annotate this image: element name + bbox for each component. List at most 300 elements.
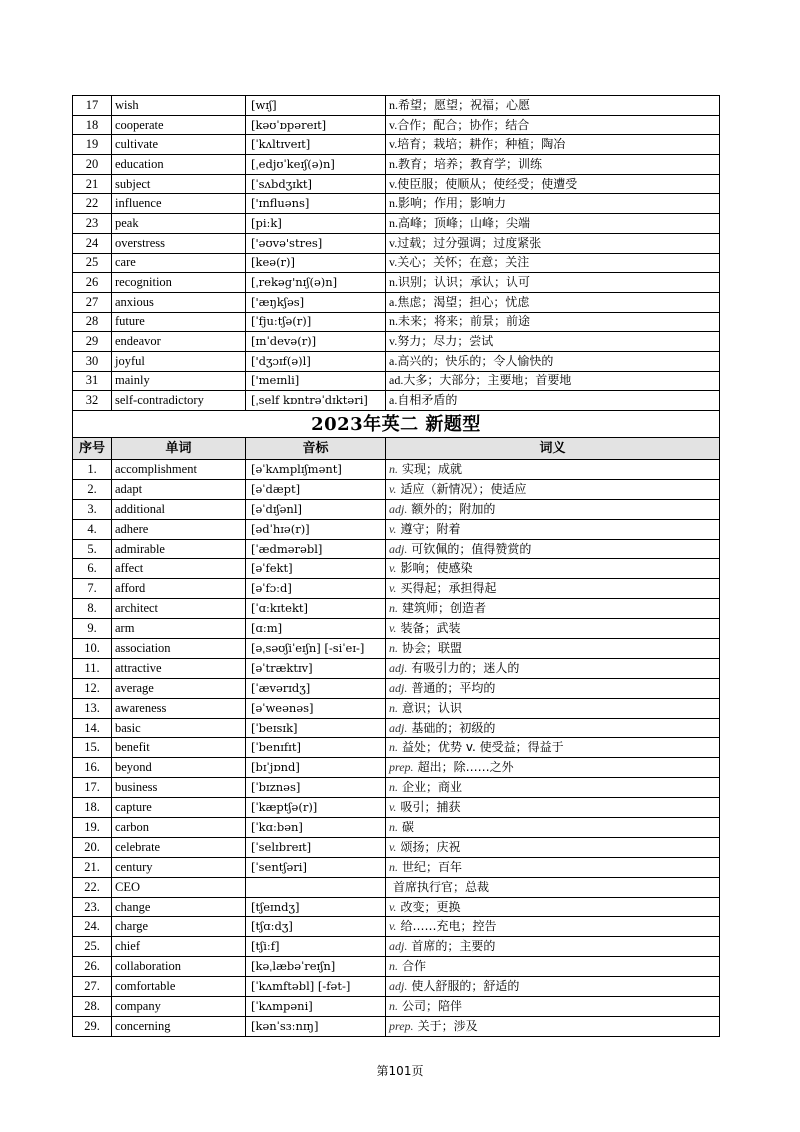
table-row bbox=[73, 857, 720, 877]
row-meaning bbox=[386, 698, 720, 718]
part-of-speech: v. bbox=[389, 839, 397, 854]
meaning-text: 益处；优势 v. 使受益；得益于 bbox=[402, 740, 564, 755]
table-row bbox=[73, 778, 720, 798]
row-phonetic: [ˈsentʃəri] bbox=[246, 857, 386, 877]
part-of-speech: v. bbox=[389, 899, 397, 914]
row-meaning bbox=[386, 233, 720, 253]
row-phonetic: [ˈkɑːbən] bbox=[246, 818, 386, 838]
row-meaning bbox=[386, 155, 720, 175]
row-phonetic: [əˈdæpt] bbox=[246, 479, 386, 499]
row-phonetic: ['əʊvə'stres] bbox=[246, 233, 386, 253]
row-meaning bbox=[386, 877, 720, 897]
row-phonetic: [ˈædmərəbl] bbox=[246, 539, 386, 559]
table-row bbox=[73, 391, 720, 411]
meaning-text: 关心；关怀；在意；关注 bbox=[397, 255, 530, 270]
row-word: subject bbox=[112, 174, 246, 194]
row-number: 19. bbox=[73, 818, 112, 838]
table-row bbox=[73, 115, 720, 135]
row-number: 24. bbox=[73, 917, 112, 937]
row-meaning bbox=[386, 718, 720, 738]
row-meaning bbox=[386, 194, 720, 214]
header-meaning: 词义 bbox=[386, 438, 720, 460]
row-word: arm bbox=[112, 619, 246, 639]
row-phonetic: [ˈbɪznəs] bbox=[246, 778, 386, 798]
meaning-text: 首席的；主要的 bbox=[411, 939, 496, 954]
section-2-heading bbox=[73, 411, 720, 460]
row-meaning bbox=[386, 539, 720, 559]
part-of-speech: v. bbox=[389, 800, 397, 815]
row-word: collaboration bbox=[112, 957, 246, 977]
row-word: benefit bbox=[112, 738, 246, 758]
row-phonetic: [əˈkʌmplɪʃmənt] bbox=[246, 460, 386, 480]
part-of-speech: v. bbox=[389, 521, 397, 536]
row-word: association bbox=[112, 639, 246, 659]
row-number: 20 bbox=[73, 155, 112, 175]
row-word: adhere bbox=[112, 519, 246, 539]
row-number: 10. bbox=[73, 639, 112, 659]
row-meaning bbox=[386, 738, 720, 758]
meaning-text: 装备；武装 bbox=[400, 621, 461, 636]
table-row bbox=[73, 718, 720, 738]
meaning-text: 教育；培养；教育学；训练 bbox=[398, 156, 543, 171]
row-word: century bbox=[112, 857, 246, 877]
row-number: 21. bbox=[73, 857, 112, 877]
meaning-text: 世纪；百年 bbox=[402, 859, 463, 874]
part-of-speech: a. bbox=[389, 294, 398, 309]
row-phonetic: [ˈkʌmpəni] bbox=[246, 997, 386, 1017]
row-phonetic: [ˈævərɪdʒ] bbox=[246, 678, 386, 698]
table-row bbox=[73, 194, 720, 214]
header-word: 单词 bbox=[112, 438, 246, 460]
meaning-text: 给……充电；控告 bbox=[400, 919, 497, 934]
table-row bbox=[73, 312, 720, 332]
meaning-text: 基础的；初级的 bbox=[411, 720, 496, 735]
header-number: 序号 bbox=[73, 438, 112, 460]
row-phonetic: [ɪnˈdevə(r)] bbox=[246, 332, 386, 352]
part-of-speech: n. bbox=[389, 156, 398, 171]
row-word: joyful bbox=[112, 351, 246, 371]
row-phonetic: ['dʒɔɪf(ə)l] bbox=[246, 351, 386, 371]
row-meaning bbox=[386, 957, 720, 977]
vocabulary-table bbox=[72, 95, 720, 1037]
row-phonetic: [piːk] bbox=[246, 214, 386, 234]
meaning-text: 建筑师；创造者 bbox=[402, 601, 487, 616]
part-of-speech: v. bbox=[389, 176, 398, 191]
part-of-speech: n. bbox=[389, 215, 398, 230]
row-number: 12. bbox=[73, 678, 112, 698]
part-of-speech: adj. bbox=[389, 720, 408, 735]
row-meaning bbox=[386, 997, 720, 1017]
row-meaning bbox=[386, 1016, 720, 1036]
row-number: 22. bbox=[73, 877, 112, 897]
table-row bbox=[73, 619, 720, 639]
row-phonetic: [ɑːm] bbox=[246, 619, 386, 639]
table-row bbox=[73, 639, 720, 659]
part-of-speech: adj. bbox=[389, 660, 408, 675]
part-of-speech: n. bbox=[389, 700, 398, 715]
row-word: future bbox=[112, 312, 246, 332]
table-row bbox=[73, 351, 720, 371]
row-word: education bbox=[112, 155, 246, 175]
row-phonetic: [kəˌlæbəˈreɪʃn] bbox=[246, 957, 386, 977]
part-of-speech: v. bbox=[389, 334, 398, 349]
meaning-text: 适应（新情况）；使适应 bbox=[400, 481, 527, 496]
meaning-text: 改变；更换 bbox=[400, 899, 461, 914]
row-meaning bbox=[386, 579, 720, 599]
row-number: 20. bbox=[73, 837, 112, 857]
meaning-text: 公司；陪伴 bbox=[402, 998, 463, 1013]
row-meaning bbox=[386, 897, 720, 917]
row-number: 21 bbox=[73, 174, 112, 194]
meaning-text: 识别；认识；承认；认可 bbox=[398, 275, 531, 290]
meaning-text: 意识；认识 bbox=[402, 700, 463, 715]
part-of-speech: prep. bbox=[389, 760, 414, 775]
meaning-text: 吸引；捕获 bbox=[400, 800, 461, 815]
meaning-text: 可钦佩的；值得赞赏的 bbox=[411, 541, 532, 556]
row-word: concerning bbox=[112, 1016, 246, 1036]
row-number: 25. bbox=[73, 937, 112, 957]
table-row bbox=[73, 977, 720, 997]
row-number: 17 bbox=[73, 96, 112, 116]
meaning-text: 影响；作用；影响力 bbox=[398, 196, 507, 211]
row-word: endeavor bbox=[112, 332, 246, 352]
table-row bbox=[73, 678, 720, 698]
row-meaning bbox=[386, 937, 720, 957]
part-of-speech: v. bbox=[389, 481, 397, 496]
row-meaning bbox=[386, 174, 720, 194]
row-word: average bbox=[112, 678, 246, 698]
row-word: admirable bbox=[112, 539, 246, 559]
row-word: adapt bbox=[112, 479, 246, 499]
row-phonetic: [ˈkʌmftəbl] [-fət-] bbox=[246, 977, 386, 997]
table-row bbox=[73, 371, 720, 391]
row-word: cultivate bbox=[112, 135, 246, 155]
part-of-speech: adj. bbox=[389, 501, 408, 516]
table-row bbox=[73, 698, 720, 718]
meaning-text: 合作；配合；协作；结合 bbox=[397, 117, 530, 132]
row-word: wish bbox=[112, 96, 246, 116]
row-phonetic: [əˌsəʊʃiˈeɪʃn] [-siˈeɪ-] bbox=[246, 639, 386, 659]
table-row bbox=[73, 155, 720, 175]
part-of-speech: n. bbox=[389, 859, 398, 874]
row-word: affect bbox=[112, 559, 246, 579]
row-phonetic: [ˌself kɒntrəˈdɪktəri] bbox=[246, 391, 386, 411]
row-phonetic: [tʃiːf] bbox=[246, 937, 386, 957]
meaning-text: 普通的；平均的 bbox=[411, 680, 496, 695]
column-header-row bbox=[73, 438, 720, 460]
row-word: business bbox=[112, 778, 246, 798]
row-phonetic: [ˈselɪbreɪt] bbox=[246, 837, 386, 857]
table-row bbox=[73, 738, 720, 758]
meaning-text: 努力；尽力；尝试 bbox=[397, 334, 494, 349]
row-number: 13. bbox=[73, 698, 112, 718]
meaning-text: 颂扬；庆祝 bbox=[400, 839, 461, 854]
meaning-text: 超出；除……之外 bbox=[417, 760, 514, 775]
meaning-text: 使臣服；使顺从；使经受；使遭受 bbox=[397, 176, 578, 191]
table-row bbox=[73, 837, 720, 857]
row-meaning bbox=[386, 312, 720, 332]
part-of-speech: ad. bbox=[389, 373, 404, 388]
part-of-speech: n. bbox=[389, 314, 398, 329]
meaning-text: 额外的；附加的 bbox=[411, 501, 496, 516]
row-meaning bbox=[386, 559, 720, 579]
part-of-speech: n. bbox=[389, 97, 398, 112]
part-of-speech: n. bbox=[389, 740, 398, 755]
row-number: 22 bbox=[73, 194, 112, 214]
row-word: anxious bbox=[112, 292, 246, 312]
meaning-text: 企业；商业 bbox=[402, 780, 463, 795]
meaning-text: 影响；使感染 bbox=[400, 561, 473, 576]
row-meaning bbox=[386, 519, 720, 539]
row-meaning bbox=[386, 837, 720, 857]
row-meaning bbox=[386, 599, 720, 619]
row-number: 29 bbox=[73, 332, 112, 352]
row-meaning bbox=[386, 351, 720, 371]
row-meaning bbox=[386, 778, 720, 798]
row-phonetic: [ˌrekəg'nɪʃ(ə)n] bbox=[246, 273, 386, 293]
table-row bbox=[73, 579, 720, 599]
row-phonetic: [əˈfɔːd] bbox=[246, 579, 386, 599]
row-meaning bbox=[386, 857, 720, 877]
row-number: 27. bbox=[73, 977, 112, 997]
row-meaning bbox=[386, 292, 720, 312]
table-row bbox=[73, 957, 720, 977]
part-of-speech: v. bbox=[389, 561, 397, 576]
row-phonetic: [əˈweənəs] bbox=[246, 698, 386, 718]
row-number: 14. bbox=[73, 718, 112, 738]
row-number: 1. bbox=[73, 460, 112, 480]
part-of-speech: n. bbox=[389, 780, 398, 795]
part-of-speech: v. bbox=[389, 117, 398, 132]
row-meaning bbox=[386, 253, 720, 273]
section-title-row bbox=[73, 411, 720, 438]
row-meaning bbox=[386, 818, 720, 838]
row-word: influence bbox=[112, 194, 246, 214]
meaning-text: 高兴的；快乐的；令人愉快的 bbox=[397, 353, 554, 368]
row-phonetic: [ədˈhɪə(r)] bbox=[246, 519, 386, 539]
table-row bbox=[73, 818, 720, 838]
row-phonetic: ['æŋkʃəs] bbox=[246, 292, 386, 312]
table-row bbox=[73, 917, 720, 937]
part-of-speech: n. bbox=[389, 640, 398, 655]
meaning-text: 高峰；顶峰；山峰；尖端 bbox=[398, 215, 531, 230]
table-row bbox=[73, 332, 720, 352]
row-number: 26. bbox=[73, 957, 112, 977]
row-number: 17. bbox=[73, 778, 112, 798]
row-phonetic: ['ɪnfluəns] bbox=[246, 194, 386, 214]
part-of-speech: v. bbox=[389, 137, 398, 152]
row-number: 6. bbox=[73, 559, 112, 579]
table-row bbox=[73, 233, 720, 253]
table-row bbox=[73, 460, 720, 480]
row-number: 24 bbox=[73, 233, 112, 253]
row-meaning bbox=[386, 135, 720, 155]
part-of-speech: n. bbox=[389, 461, 398, 476]
table-row bbox=[73, 499, 720, 519]
table-row bbox=[73, 214, 720, 234]
row-number: 25 bbox=[73, 253, 112, 273]
meaning-text: 大多；大部分；主要地；首要地 bbox=[403, 373, 572, 388]
meaning-text: 买得起；承担得起 bbox=[400, 581, 497, 596]
row-number: 7. bbox=[73, 579, 112, 599]
row-word: beyond bbox=[112, 758, 246, 778]
meaning-text: 培育；栽培；耕作；种植；陶冶 bbox=[397, 137, 566, 152]
row-number: 27 bbox=[73, 292, 112, 312]
part-of-speech: n. bbox=[389, 959, 398, 974]
table-row bbox=[73, 135, 720, 155]
part-of-speech: v. bbox=[389, 621, 397, 636]
row-word: overstress bbox=[112, 233, 246, 253]
section-1-rows bbox=[73, 96, 720, 411]
part-of-speech: n. bbox=[389, 601, 398, 616]
table-row bbox=[73, 1016, 720, 1036]
table-row bbox=[73, 937, 720, 957]
table-row bbox=[73, 599, 720, 619]
part-of-speech: prep. bbox=[389, 1018, 414, 1033]
row-word: attractive bbox=[112, 658, 246, 678]
row-phonetic: [tʃeɪndʒ] bbox=[246, 897, 386, 917]
row-word: comfortable bbox=[112, 977, 246, 997]
row-word: architect bbox=[112, 599, 246, 619]
row-word: awareness bbox=[112, 698, 246, 718]
row-word: capture bbox=[112, 798, 246, 818]
row-word: basic bbox=[112, 718, 246, 738]
table-row bbox=[73, 798, 720, 818]
row-word: mainly bbox=[112, 371, 246, 391]
row-number: 23 bbox=[73, 214, 112, 234]
meaning-text: 自相矛盾的 bbox=[397, 393, 458, 408]
part-of-speech: v. bbox=[389, 919, 397, 934]
row-number: 3. bbox=[73, 499, 112, 519]
row-word: carbon bbox=[112, 818, 246, 838]
row-phonetic: [ˈbenɪfɪt] bbox=[246, 738, 386, 758]
part-of-speech: adj. bbox=[389, 939, 408, 954]
row-meaning bbox=[386, 758, 720, 778]
row-meaning bbox=[386, 499, 720, 519]
part-of-speech: v. bbox=[389, 255, 398, 270]
table-row bbox=[73, 519, 720, 539]
row-meaning bbox=[386, 639, 720, 659]
row-number: 15. bbox=[73, 738, 112, 758]
row-number: 32 bbox=[73, 391, 112, 411]
row-word: self-contradictory bbox=[112, 391, 246, 411]
part-of-speech: a. bbox=[389, 393, 398, 408]
row-phonetic: [wɪʃ] bbox=[246, 96, 386, 116]
row-meaning bbox=[386, 391, 720, 411]
part-of-speech: adj. bbox=[389, 680, 408, 695]
row-number: 23. bbox=[73, 897, 112, 917]
table-row bbox=[73, 479, 720, 499]
table-row bbox=[73, 539, 720, 559]
part-of-speech: n. bbox=[389, 196, 398, 211]
part-of-speech: n. bbox=[389, 275, 398, 290]
row-number: 2. bbox=[73, 479, 112, 499]
table-row bbox=[73, 96, 720, 116]
row-phonetic: [keə(r)] bbox=[246, 253, 386, 273]
row-word: additional bbox=[112, 499, 246, 519]
row-phonetic: [ˈɑːkɪtekt] bbox=[246, 599, 386, 619]
row-phonetic: [bɪˈjɒnd] bbox=[246, 758, 386, 778]
meaning-text: 未来；将来；前景；前途 bbox=[398, 314, 531, 329]
row-number: 18. bbox=[73, 798, 112, 818]
row-number: 4. bbox=[73, 519, 112, 539]
row-meaning bbox=[386, 371, 720, 391]
row-number: 19 bbox=[73, 135, 112, 155]
row-meaning bbox=[386, 460, 720, 480]
row-meaning bbox=[386, 678, 720, 698]
row-meaning bbox=[386, 977, 720, 997]
row-meaning bbox=[386, 798, 720, 818]
meaning-text: 遵守；附着 bbox=[400, 521, 461, 536]
meaning-text: 过载；过分强调；过度紧张 bbox=[397, 235, 542, 250]
row-word: cooperate bbox=[112, 115, 246, 135]
meaning-text: 实现；成就 bbox=[402, 461, 463, 476]
row-word: change bbox=[112, 897, 246, 917]
row-word: afford bbox=[112, 579, 246, 599]
row-meaning bbox=[386, 479, 720, 499]
part-of-speech: n. bbox=[389, 998, 398, 1013]
table-row bbox=[73, 174, 720, 194]
meaning-text: 碳 bbox=[402, 819, 415, 834]
row-phonetic: [əˈtræktɪv] bbox=[246, 658, 386, 678]
part-of-speech: a. bbox=[389, 353, 398, 368]
row-phonetic: [tʃɑːdʒ] bbox=[246, 917, 386, 937]
row-number: 30 bbox=[73, 351, 112, 371]
meaning-text: 焦虑；渴望；担心；忧虑 bbox=[397, 294, 530, 309]
meaning-text: 有吸引力的；迷人的 bbox=[411, 660, 520, 675]
row-meaning bbox=[386, 96, 720, 116]
row-phonetic: [kənˈsɜːnɪŋ] bbox=[246, 1016, 386, 1036]
row-number: 16. bbox=[73, 758, 112, 778]
row-phonetic: [ˈfjuːtʃə(r)] bbox=[246, 312, 386, 332]
row-meaning bbox=[386, 917, 720, 937]
row-phonetic: [ˈkæptʃə(r)] bbox=[246, 798, 386, 818]
meaning-text: 合作 bbox=[402, 959, 427, 974]
row-meaning bbox=[386, 214, 720, 234]
row-meaning bbox=[386, 619, 720, 639]
header-phonetic: 音标 bbox=[246, 438, 386, 460]
row-word: care bbox=[112, 253, 246, 273]
table-row bbox=[73, 559, 720, 579]
part-of-speech: adj. bbox=[389, 979, 408, 994]
meaning-text: 协会；联盟 bbox=[402, 640, 463, 655]
table-row bbox=[73, 292, 720, 312]
row-word: CEO bbox=[112, 877, 246, 897]
row-phonetic bbox=[246, 877, 386, 897]
row-number: 5. bbox=[73, 539, 112, 559]
row-phonetic: [kəʊˈɒpəreɪt] bbox=[246, 115, 386, 135]
row-word: peak bbox=[112, 214, 246, 234]
table-row bbox=[73, 658, 720, 678]
part-of-speech: n. bbox=[389, 819, 398, 834]
meaning-text: 关于；涉及 bbox=[417, 1018, 478, 1033]
meaning-text: 希望；愿望；祝福；心愿 bbox=[398, 97, 531, 112]
section-2-rows bbox=[73, 460, 720, 1037]
table-row bbox=[73, 997, 720, 1017]
page-number: 第101页 bbox=[376, 1064, 424, 1078]
row-meaning bbox=[386, 115, 720, 135]
row-word: celebrate bbox=[112, 837, 246, 857]
row-number: 9. bbox=[73, 619, 112, 639]
row-meaning bbox=[386, 332, 720, 352]
row-word: recognition bbox=[112, 273, 246, 293]
row-number: 18 bbox=[73, 115, 112, 135]
table-row bbox=[73, 758, 720, 778]
row-phonetic: [əˈdɪʃənl] bbox=[246, 499, 386, 519]
row-number: 29. bbox=[73, 1016, 112, 1036]
table-row bbox=[73, 273, 720, 293]
row-phonetic: [ˈsʌbdʒɪkt] bbox=[246, 174, 386, 194]
